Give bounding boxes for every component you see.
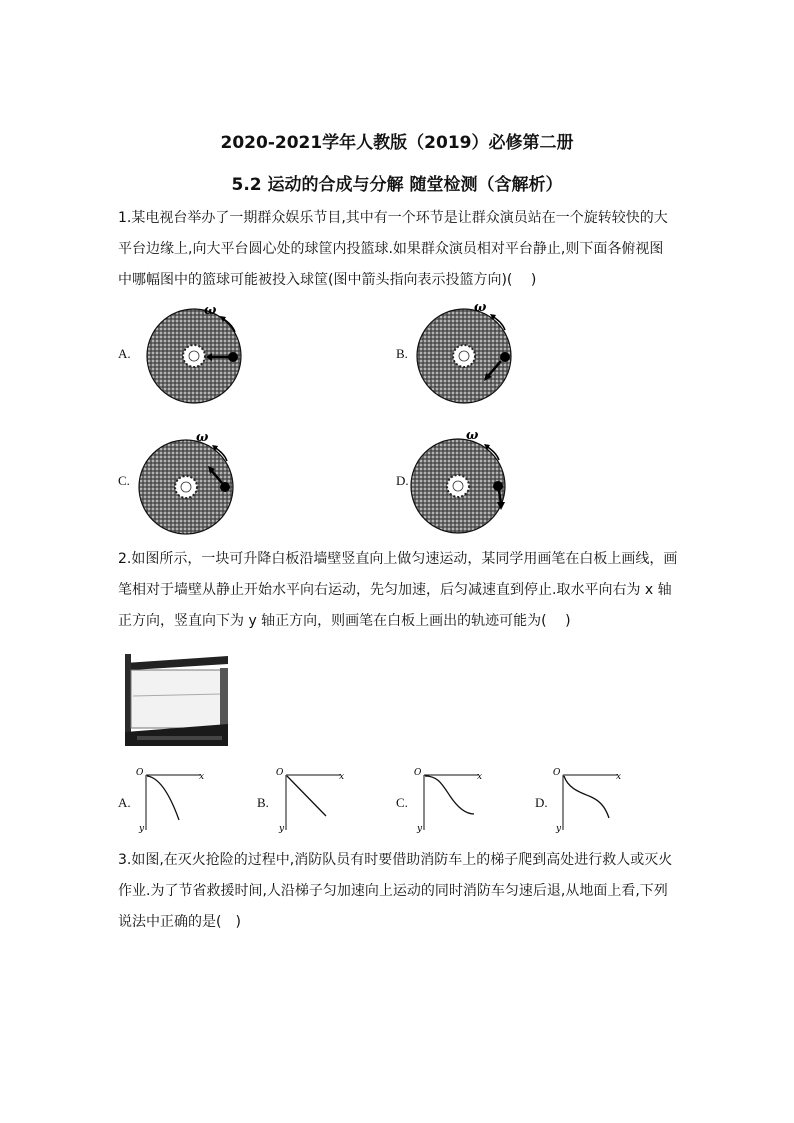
axis-x-label: x xyxy=(616,772,622,782)
q2-line-1: 2.如图所示，一块可升降白板沿墙壁竖直向上做匀速运动，某同学用画笔在白板上画线，画 xyxy=(118,551,678,567)
q2-graph-a xyxy=(134,764,214,834)
q3-line-3: 说法中正确的是( ) xyxy=(118,914,241,930)
q1-line-2: 平台边缘上,向大平台圆心处的球筐内投篮球.如果群众演员相对平台静止,则下面各俯视图 xyxy=(118,241,664,257)
q1-disk-d-figure xyxy=(404,424,514,544)
omega-symbol: ω xyxy=(466,428,479,443)
q1-option-b-label: B. xyxy=(396,346,408,361)
q2-option-c-label: C. xyxy=(396,795,408,810)
trajectory-curve xyxy=(425,776,474,814)
axis-x-label: x xyxy=(339,772,345,782)
q2-graph-d xyxy=(551,764,631,834)
axis-x-label: x xyxy=(199,772,205,782)
q1-disk-b-figure xyxy=(412,296,522,416)
q1-option-d-label: D. xyxy=(396,473,409,488)
q1-disk-c-figure xyxy=(136,424,246,544)
axis-x-label: x xyxy=(477,772,483,782)
trajectory-curve xyxy=(564,776,609,818)
q2-line-3: 正方向，竖直向下为 y 轴正方向，则画笔在白板上画出的轨迹可能为( ) xyxy=(118,613,571,629)
q3-line-1: 3.如图,在灭火抢险的过程中,消防队员有时要借助消防车上的梯子爬到高处进行救人或灭火 xyxy=(118,852,673,868)
whiteboard-photo xyxy=(125,654,228,746)
q2-graph-b xyxy=(274,764,354,834)
title-line-2: 5.2 运动的合成与分解 随堂检测（含解析） xyxy=(231,175,563,195)
q3-line-2: 作业.为了节省救援时间,人沿梯子匀加速向上运动的同时消防车匀速后退,从地面上看,下列 xyxy=(118,883,668,899)
omega-symbol: ω xyxy=(474,300,487,315)
q2-option-b-label: B. xyxy=(257,795,269,810)
question-2-text xyxy=(118,544,678,637)
trajectory-line xyxy=(287,776,326,816)
question-1-text xyxy=(118,203,678,296)
omega-symbol: ω xyxy=(196,430,209,445)
axis-y-label: y xyxy=(279,824,285,834)
trajectory-curve xyxy=(147,776,179,820)
axis-origin-label: O xyxy=(136,768,144,778)
q1-option-a-label: A. xyxy=(118,346,131,361)
axis-origin-label: O xyxy=(414,768,422,778)
axis-origin-label: O xyxy=(276,768,284,778)
q2-graph-c xyxy=(412,764,492,834)
axis-origin-label: O xyxy=(553,768,561,778)
q1-line-1: 1.某电视台举办了一期群众娱乐节目,其中有一个环节是让群众演员站在一个旋转较快的大 xyxy=(118,210,668,226)
question-3-text xyxy=(118,845,678,938)
q2-option-d-label: D. xyxy=(535,795,548,810)
q1-option-c-label: C. xyxy=(118,473,130,488)
q2-option-a-label: A. xyxy=(118,795,131,810)
axis-y-label: y xyxy=(556,824,562,834)
q2-line-2: 笔相对于墙壁从静止开始水平向右运动，先匀加速，后匀减速直到停止.取水平向右为 x 轴 xyxy=(118,582,672,598)
axis-y-label: y xyxy=(139,824,145,834)
title-line-1: 2020-2021学年人教版（2019）必修第二册 xyxy=(220,133,574,153)
omega-symbol: ω xyxy=(204,303,217,318)
q1-line-3: 中哪幅图中的篮球可能被投入球筐(图中箭头指向表示投篮方向)( ) xyxy=(118,272,537,288)
q1-disk-a-figure xyxy=(140,296,250,416)
axis-y-label: y xyxy=(417,824,423,834)
